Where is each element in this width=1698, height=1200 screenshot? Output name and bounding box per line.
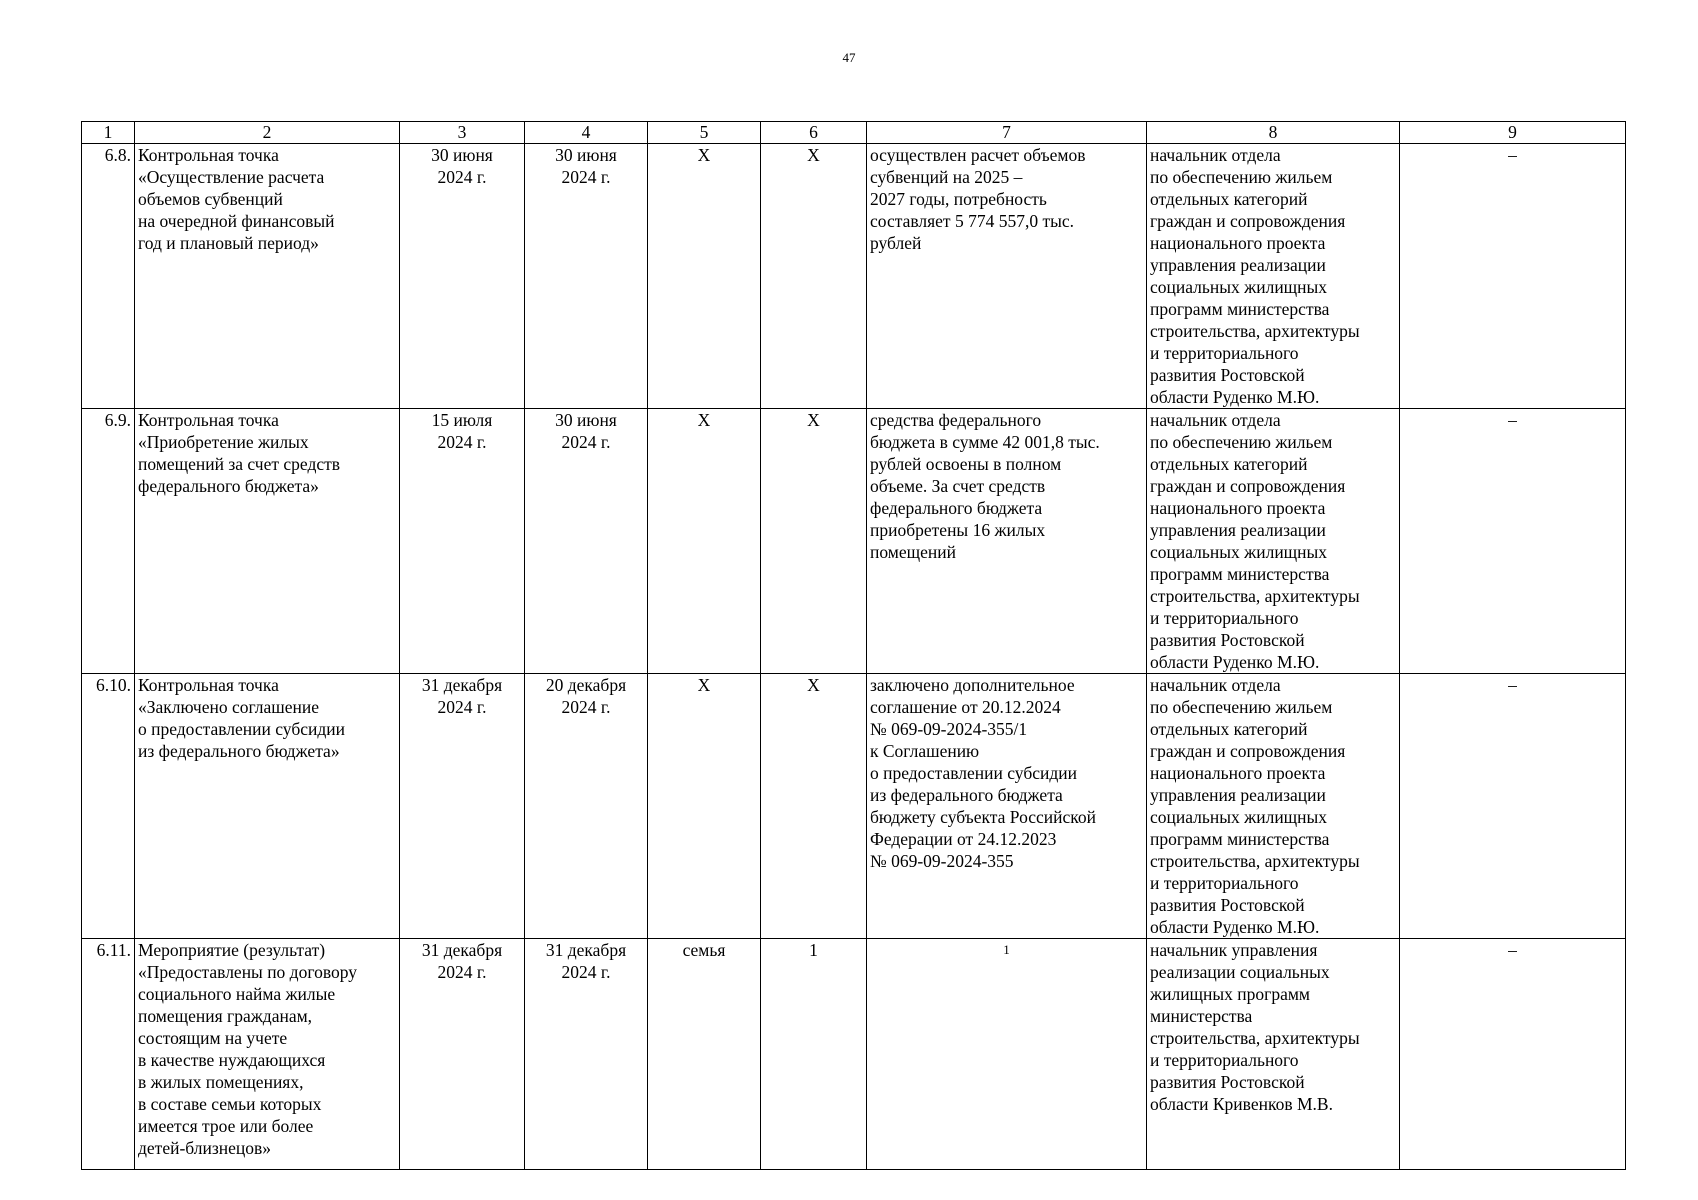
row-fact-date-cell	[525, 409, 648, 674]
row-fact-date: 20 декабря 2024 г.	[545, 675, 627, 717]
row-plan-date: 30 июня 2024 г.	[431, 145, 493, 187]
header-col-9: 9	[1400, 122, 1626, 144]
row-fact-date: 31 декабря 2024 г.	[545, 940, 627, 982]
header-col-4: 4	[525, 122, 648, 144]
row-responsible: начальник управления реализации социальных жилищных программ министерства строительства, архитектуры и территориального развития Ростовской области Кривенков М.В.	[1150, 940, 1360, 1114]
row-note: –	[1400, 939, 1626, 1170]
row-name: Контрольная точка «Заключено соглашение о предоставлении субсидии из федерального бюджета»	[138, 675, 345, 761]
header-col-8: 8	[1147, 122, 1400, 144]
header-row	[82, 122, 1626, 144]
row-unit: семья	[648, 939, 761, 1170]
row-name-cell	[135, 674, 400, 939]
row-name: Контрольная точка «Приобретение жилых помещений за счет средств федерального бюджета»	[138, 410, 341, 496]
table-row	[82, 144, 1626, 409]
row-number: 6.10.	[82, 674, 135, 939]
table-header	[82, 122, 1626, 144]
row-fact-date: 30 июня 2024 г.	[555, 410, 617, 452]
row-result-cell	[867, 409, 1147, 674]
row-responsible: начальник отдела по обеспечению жильем отдельных категорий граждан и сопровождения национального проекта управления реализации социальных жилищных программ министерства строительства, архитектуры и территориального развития Ростовской области Руденко М.Ю.	[1150, 410, 1360, 672]
report-table	[81, 121, 1626, 1170]
table-row	[82, 674, 1626, 939]
row-number: 6.9.	[82, 409, 135, 674]
header-col-6: 6	[761, 122, 867, 144]
row-responsible-cell	[1147, 144, 1400, 409]
row-name: Контрольная точка «Осуществление расчета объемов субвенций на очередной финансовый год и плановый период»	[138, 145, 335, 253]
row-plan-date: 31 декабря 2024 г.	[421, 675, 503, 717]
header-col-1: 1	[82, 122, 135, 144]
row-value: 1	[761, 939, 867, 1170]
row-unit: Х	[648, 409, 761, 674]
table-row	[82, 939, 1626, 1170]
table-body	[82, 144, 1626, 1170]
row-responsible-cell	[1147, 409, 1400, 674]
row-fact-date-cell	[525, 674, 648, 939]
row-plan-date-cell	[400, 144, 525, 409]
row-responsible: начальник отдела по обеспечению жильем отдельных категорий граждан и сопровождения национального проекта управления реализации социальных жилищных программ министерства строительства, архитектуры и территориального развития Ростовской области Руденко М.Ю.	[1150, 675, 1360, 937]
row-responsible-cell	[1147, 939, 1400, 1170]
page-number: 47	[842, 50, 856, 65]
row-result-cell	[867, 144, 1147, 409]
row-plan-date-cell	[400, 409, 525, 674]
row-unit: Х	[648, 674, 761, 939]
row-plan-date-cell	[400, 939, 525, 1170]
row-result: заключено дополнительное соглашение от 20.12.2024 № 069-09-2024-355/1 к Соглашению о предоставлении субсидии из федерального бюджета бюджету субъекта Российской Федерации от 24.12.2023 № 069-09-2024-355	[870, 675, 1097, 871]
header-col-5: 5	[648, 122, 761, 144]
header-col-3: 3	[400, 122, 525, 144]
row-responsible: начальник отдела по обеспечению жильем отдельных категорий граждан и сопровождения национального проекта управления реализации социальных жилищных программ министерства строительства, архитектуры и территориального развития Ростовской области Руденко М.Ю.	[1150, 145, 1360, 407]
row-value: Х	[761, 409, 867, 674]
row-value: Х	[761, 674, 867, 939]
table-row	[82, 409, 1626, 674]
row-name-cell	[135, 409, 400, 674]
row-note: –	[1400, 144, 1626, 409]
row-result: осуществлен расчет объемов субвенций на 2025 – 2027 годы, потребность составляет 5 774 557,0 тыс. рублей	[870, 145, 1086, 253]
row-responsible-cell	[1147, 674, 1400, 939]
row-name: Мероприятие (результат) «Предоставлены по договору социального найма жилые помещения гражданам, состоящим на учете в качестве нуждающихся в жилых помещениях, в составе семьи которых имеется трое или более детей-близнецов»	[138, 940, 357, 1158]
row-result: 1	[867, 939, 1147, 1170]
row-note: –	[1400, 409, 1626, 674]
header-col-2: 2	[135, 122, 400, 144]
row-name-cell	[135, 144, 400, 409]
row-result-cell	[867, 674, 1147, 939]
row-result: средства федерального бюджета в сумме 42 001,8 тыс. рублей освоены в полном объеме. За счет средств федерального бюджета приобретены 16 жилых помещений	[870, 410, 1100, 562]
row-unit: Х	[648, 144, 761, 409]
row-name-cell	[135, 939, 400, 1170]
row-number: 6.8.	[82, 144, 135, 409]
row-note: –	[1400, 674, 1626, 939]
row-plan-date-cell	[400, 674, 525, 939]
row-fact-date-cell	[525, 144, 648, 409]
row-value: Х	[761, 144, 867, 409]
row-fact-date: 30 июня 2024 г.	[555, 145, 617, 187]
row-number: 6.11.	[82, 939, 135, 1170]
row-fact-date-cell	[525, 939, 648, 1170]
row-plan-date: 31 декабря 2024 г.	[421, 940, 503, 982]
header-col-7: 7	[867, 122, 1147, 144]
row-plan-date: 15 июля 2024 г.	[431, 410, 493, 452]
